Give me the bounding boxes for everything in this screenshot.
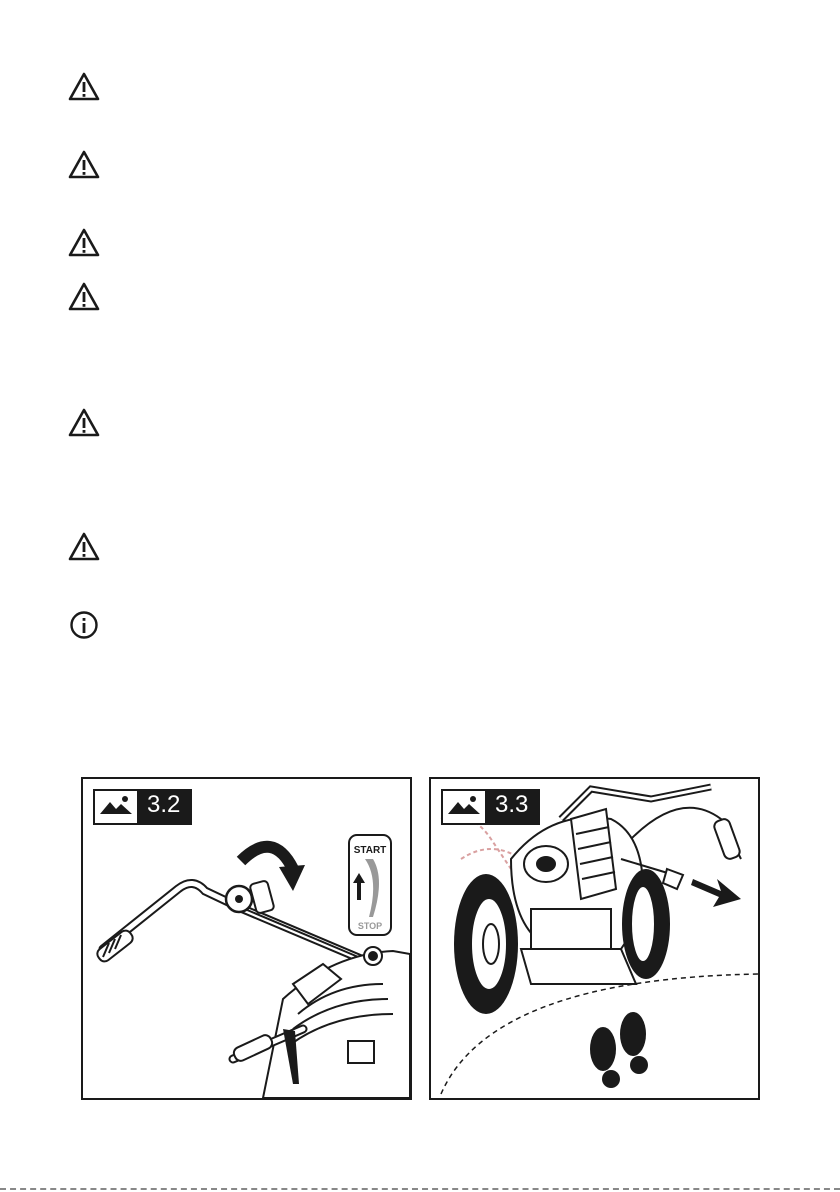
engine xyxy=(511,809,643,984)
engine-body xyxy=(263,947,410,1098)
warning-icon xyxy=(68,408,100,438)
info-icon xyxy=(68,610,100,640)
start-label: START xyxy=(353,845,387,856)
right-wheel xyxy=(622,869,670,979)
start-stop-scale xyxy=(349,835,391,935)
warning-icon xyxy=(68,72,100,102)
figure-badge xyxy=(93,789,192,825)
left-wheel xyxy=(454,874,518,1014)
warning-icon xyxy=(68,532,100,562)
figure-3-2 xyxy=(81,777,412,1100)
warning-icon xyxy=(68,282,100,312)
warning-icon xyxy=(68,228,100,258)
image-icon xyxy=(443,791,485,819)
pull-arrow xyxy=(691,879,741,907)
figure-3-3 xyxy=(429,777,760,1100)
image-icon xyxy=(95,791,137,819)
stop-label: STOP xyxy=(357,921,383,931)
tiller-illustration xyxy=(431,779,758,1098)
figure-number: 3.3 xyxy=(485,791,538,823)
figure-badge xyxy=(441,789,540,825)
page-edge-divider xyxy=(0,1188,840,1190)
warning-icon xyxy=(68,150,100,180)
handlebar-illustration xyxy=(83,779,410,1098)
rotation-arrow xyxy=(241,847,293,869)
footprints-icon xyxy=(590,1012,648,1088)
figure-number: 3.2 xyxy=(137,791,190,823)
